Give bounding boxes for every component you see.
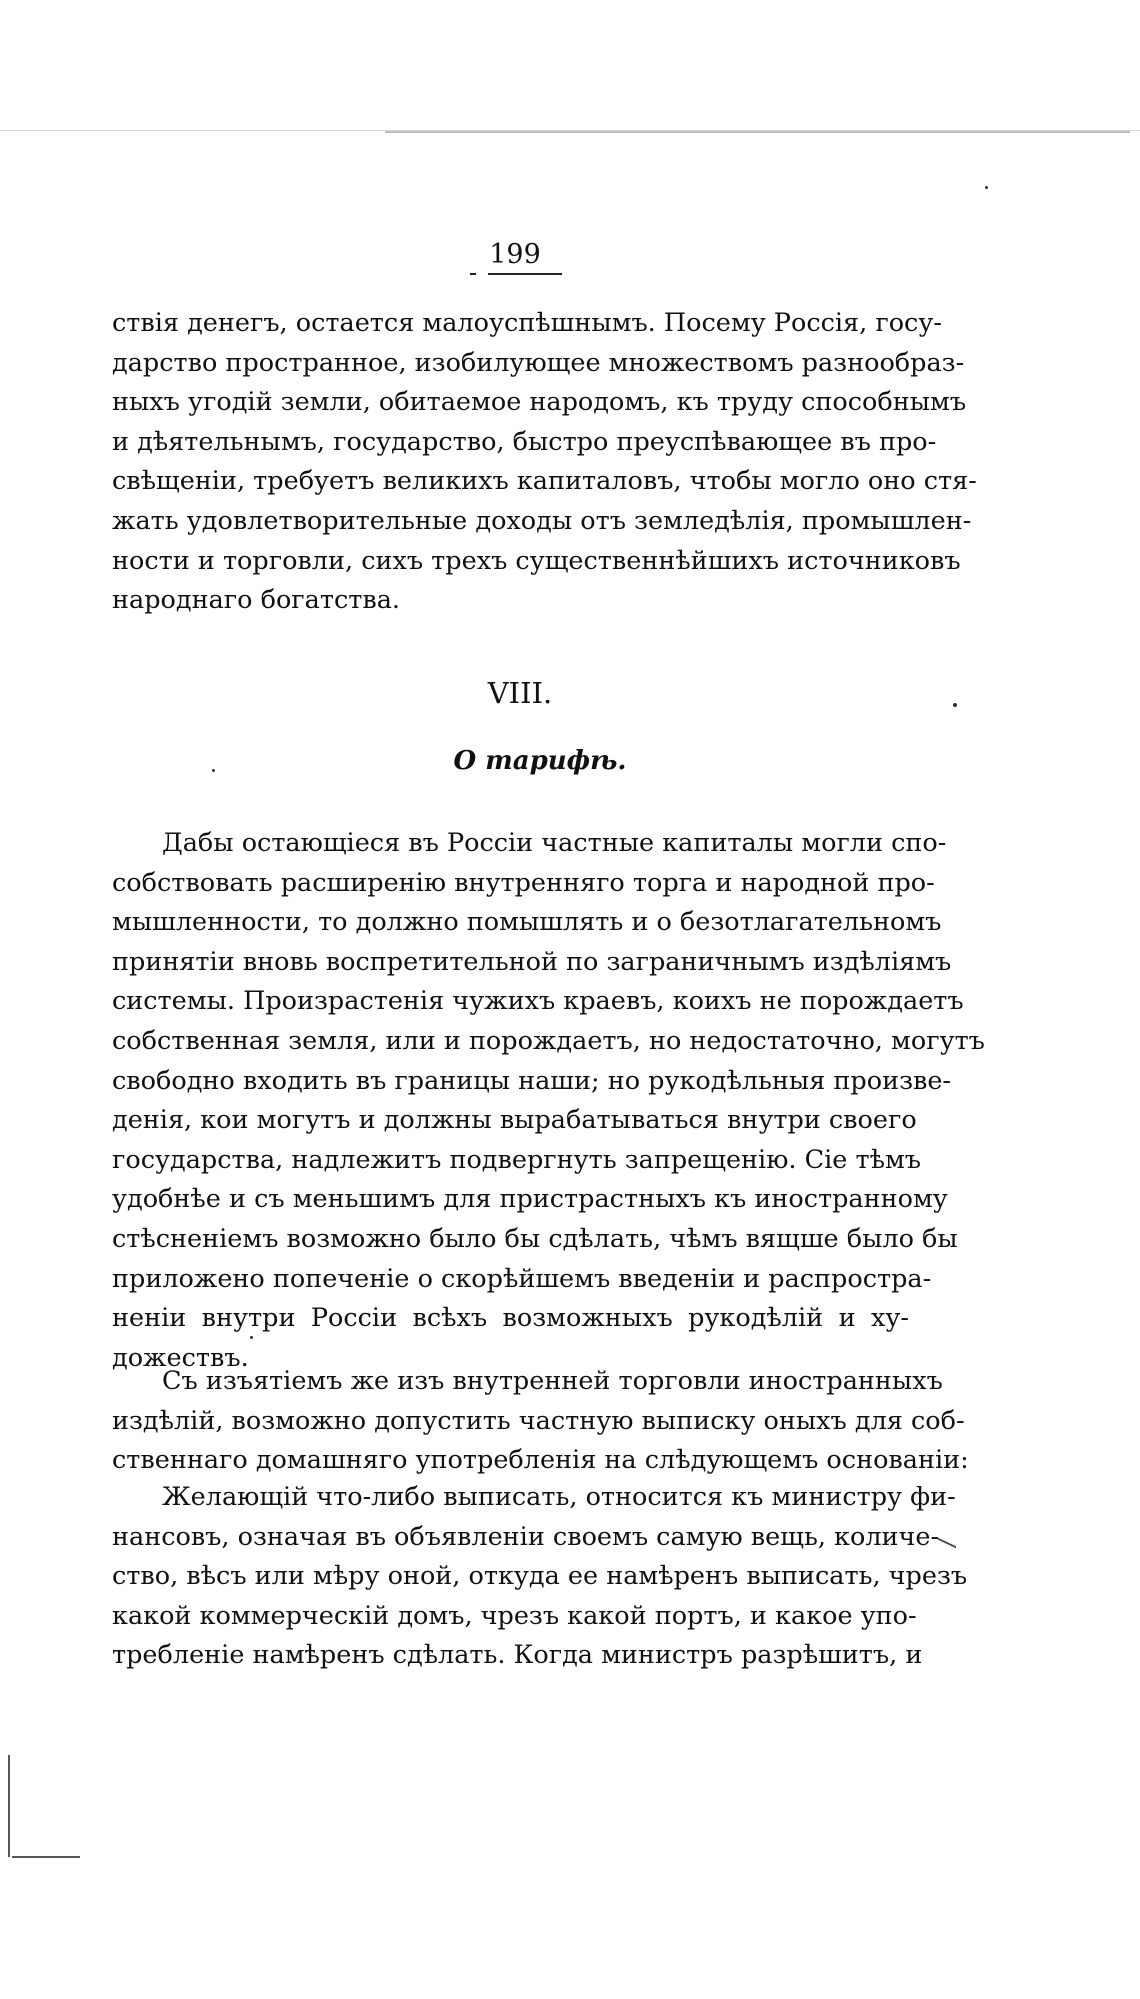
text-line: приложено попеченіе о скорѣйшемъ введеніи и распростра- bbox=[112, 1263, 932, 1294]
text-line: какой коммерческій домъ, чрезъ какой портъ, и какое упо- bbox=[112, 1600, 917, 1631]
text-line: стѣсненіемъ возможно было бы сдѣлать, чѣмъ вящше было бы bbox=[112, 1223, 958, 1254]
text-line: дожествъ. bbox=[112, 1342, 249, 1373]
text-line: народнаго богатства. bbox=[112, 585, 401, 616]
text-line: Желающій что-либо выписать, относится къ министру фи- bbox=[162, 1482, 956, 1512]
text-line: системы. Произрастенія чужихъ краевъ, коихъ не порождаетъ bbox=[112, 986, 964, 1017]
text-line: ности и торговли, сихъ трехъ существеннѣйшихъ источниковъ bbox=[112, 545, 961, 576]
text-line: и дѣятельнымъ, государство, быстро преуспѣвающее въ про- bbox=[112, 426, 937, 457]
page-number-rule-gap bbox=[462, 273, 488, 277]
scan-margin-foot bbox=[12, 1856, 80, 1858]
text-line: мышленности, то должно помышлять и о безотлагательномъ bbox=[112, 907, 942, 938]
text-line: неніи внутри Россіи всѣхъ возможныхъ рукодѣлій и ху- bbox=[112, 1303, 909, 1334]
paragraph-tariff-3 bbox=[112, 1478, 968, 1676]
text-line: дарство пространное, изобилующее множествомъ разнообраз- bbox=[112, 347, 965, 378]
text-line: нансовъ, означая въ объявленіи своемъ самую вещь, количе- bbox=[112, 1521, 940, 1552]
text-line: удобнѣе и съ меньшимъ для пристрастныхъ къ иностранному bbox=[112, 1184, 948, 1215]
scan-speck bbox=[985, 186, 988, 189]
text-line: издѣлій, возможно допустить частную выписку оныхъ для соб- bbox=[112, 1405, 965, 1436]
scan-speck bbox=[953, 703, 957, 707]
text-line: собствовать расширенію внутренняго торга и народной про- bbox=[112, 867, 935, 898]
scan-speck bbox=[250, 1336, 253, 1339]
text-line: ственнаго домашняго употребленія на слѣдующемъ основаніи: bbox=[112, 1445, 969, 1476]
text-line: жать удовлетворительные доходы отъ земледѣлія, промышлен- bbox=[112, 505, 972, 536]
text-line: ствія денегъ, остается малоуспѣшнымъ. Посему Россія, госу- bbox=[112, 308, 942, 338]
section-numeral: VIII. bbox=[487, 676, 553, 710]
text-line: требленіе намѣренъ сдѣлать. Когда министръ разрѣшитъ, и bbox=[112, 1640, 923, 1671]
paragraph-tariff-2 bbox=[112, 1362, 969, 1481]
text-line: государства, надлежитъ подвергнуть запрещенію. Сіе тѣмъ bbox=[112, 1144, 922, 1175]
text-line: принятіи вновь воспретительной по заграничнымъ издѣліямъ bbox=[112, 946, 952, 977]
text-line: денія, кои могутъ и должны вырабатываться внутри своего bbox=[112, 1105, 917, 1136]
text-line: Дабы остающіеся въ Россіи частные капиталы могли спо- bbox=[162, 828, 947, 858]
paragraph-continuation bbox=[112, 304, 977, 621]
scan-margin-bar bbox=[8, 1755, 10, 1857]
scan-margin-tick bbox=[938, 1528, 956, 1548]
section-title: О тарифѣ. bbox=[453, 746, 627, 776]
text-line: собственная земля, или и порождаетъ, но недостаточно, могутъ bbox=[112, 1025, 985, 1056]
text-line: ство, вѣсъ или мѣру оной, откуда ее намѣренъ выписать, чрезъ bbox=[112, 1561, 968, 1592]
scan-speck bbox=[212, 769, 215, 772]
scan-top-edge-shadow bbox=[385, 131, 1130, 133]
text-line: Съ изъятіемъ же изъ внутренней торговли иностранныхъ bbox=[162, 1366, 943, 1396]
page-number: 199 bbox=[489, 239, 541, 270]
text-line: свѣщеніи, требуетъ великихъ капиталовъ, чтобы могло оно стя- bbox=[112, 466, 977, 497]
text-line: ныхъ угодій земли, обитаемое народомъ, къ труду способнымъ bbox=[112, 387, 967, 418]
text-line: свободно входить въ границы наши; но рукодѣльныя произве- bbox=[112, 1065, 952, 1096]
paragraph-tariff-1 bbox=[112, 824, 985, 1378]
